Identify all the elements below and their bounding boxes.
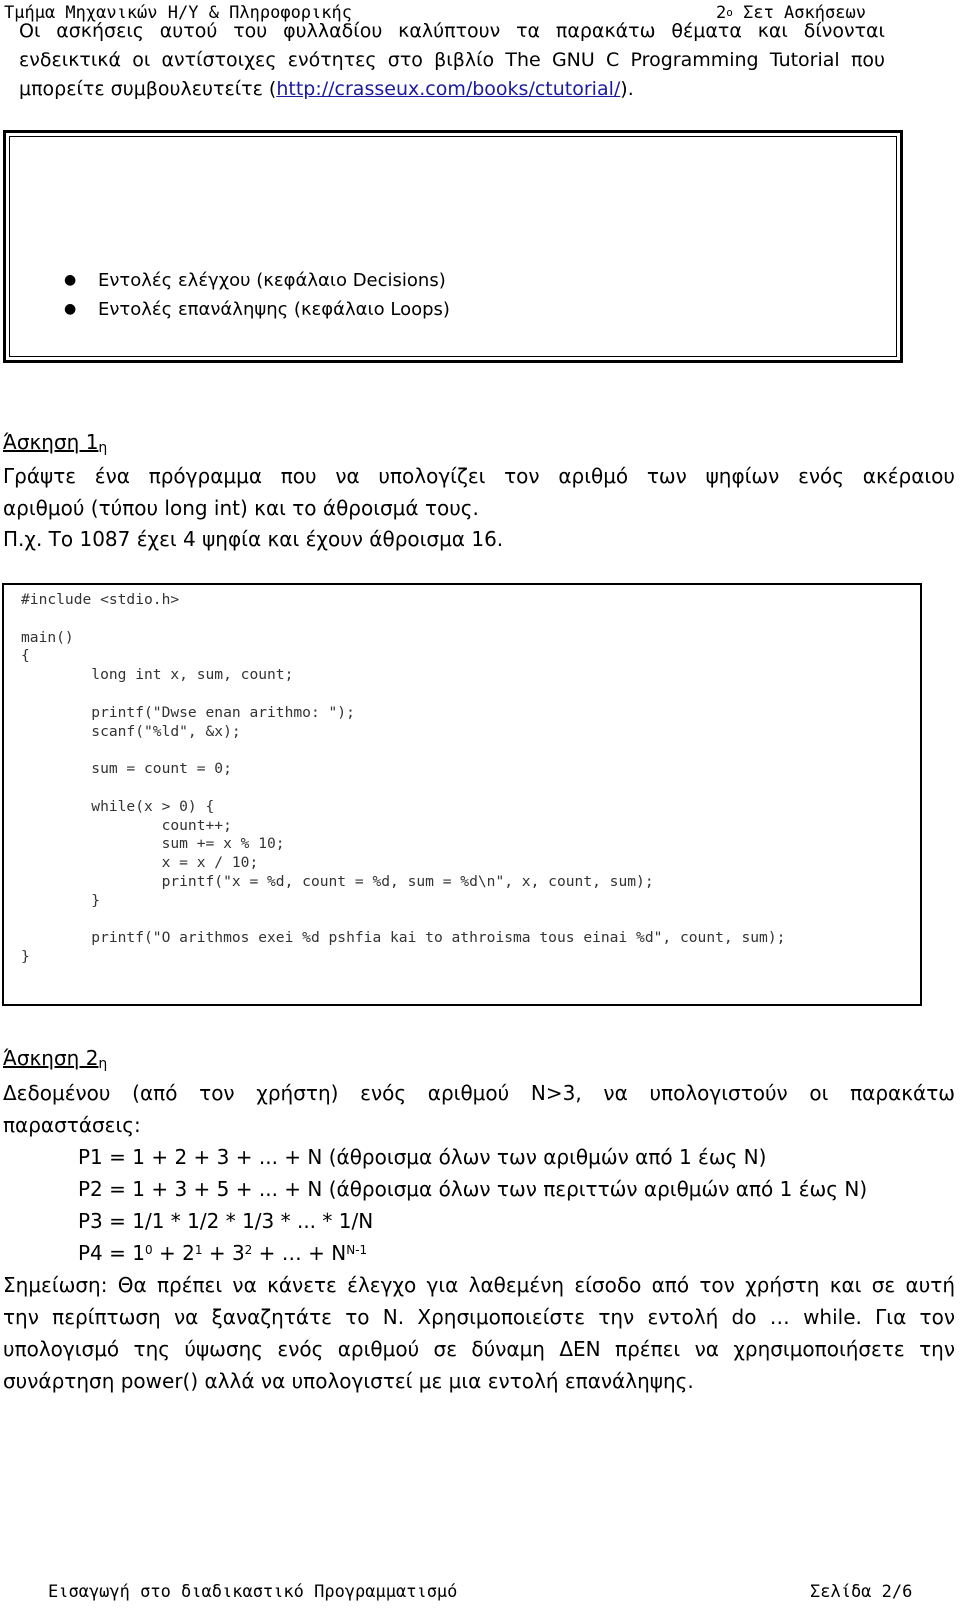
p4-exp-d: N-1	[346, 1243, 368, 1257]
intro-line-2: ενδεικτικά οι αντίστοιχες ενότητες στο βιβλίο The GNU C Programming Tutorial που	[19, 49, 885, 71]
intro-line-1: Οι ασκήσεις αυτού του φυλλαδίου καλύπτουν τα παρακάτω θέματα και δίνονται	[19, 20, 885, 42]
bullet-icon: ●	[64, 272, 77, 288]
p4-term-c: + 3	[202, 1241, 245, 1265]
intro-line-3-suffix: ).	[620, 78, 634, 100]
exercise-2-intro-line-2: παραστάσεις:	[3, 1113, 141, 1137]
formula-p3: P3 = 1/1 * 1/2 * 1/3 * ... * 1/N	[78, 1209, 374, 1233]
exercise-1-title-text: Άσκηση 1	[3, 430, 99, 454]
exercise-2-title-sub: η	[98, 1056, 108, 1072]
exercise-1-line-2: αριθμού (τύπου long int) και το άθροισμά τους.	[3, 496, 479, 520]
code-listing: #include <stdio.h> main() { long int x, sum, count; printf("Dwse enan arithmo: "); scanf("%ld", &x); sum = count = 0; while(x > 0) { count++; sum += x % 10; x = x / 10; printf("x = %d, count = %d, sum = %d\n", x, count, sum); } printf("O arithmos exei %d pshfia kai to athroisma tous einai %d", count, sum); }	[21, 591, 786, 966]
intro-paragraph	[19, 17, 885, 104]
p4-term-d: + … + N	[252, 1241, 347, 1265]
note-line-4: συνάρτηση power() αλλά να υπολογιστεί με μια εντολή επανάληψης.	[3, 1369, 694, 1393]
header-department: Τμήμα Μηχανικών Η/Υ & Πληροφορικής	[4, 3, 352, 23]
intro-box	[3, 130, 903, 363]
exercise-2-title-text: Άσκηση 2	[3, 1046, 99, 1070]
p4-term-a: P4 = 1	[78, 1241, 145, 1265]
exercise-1-example: Π.χ. Το 1087 έχει 4 ψηφία και έχουν άθροισμα 16.	[3, 527, 504, 551]
note-line-1: Σημείωση: Θα πρέπει να κάνετε έλεγχο για λαθεμένη είσοδο από τον χρήστη και σε αυτή	[3, 1273, 955, 1297]
p4-exp-b: 1	[194, 1243, 203, 1257]
exercise-1-line-1: Γράψτε ένα πρόγραμμα που να υπολογίζει τον αριθμό των ψηφίων ενός ακέραιου	[3, 464, 955, 488]
topics-list	[64, 266, 450, 324]
formula-p2: P2 = 1 + 3 + 5 + ... + N (άθροισμα όλων των περιττών αριθμών από 1 έως N)	[78, 1177, 868, 1201]
topic-item	[64, 295, 450, 324]
footer-course-title: Εισαγωγή στο διαδικαστικό Προγραμματισμό	[48, 1582, 458, 1602]
exercise-1-title	[3, 430, 107, 454]
intro-line-3-prefix: μπορείτε συμβουλευτείτε (	[19, 78, 277, 100]
exercise-2-intro-line-1: Δεδομένου (από τον χρήστη) ενός αριθμού N>3, να υπολογιστούν οι παρακάτω	[3, 1081, 955, 1105]
exercise-2-title	[3, 1046, 107, 1070]
exercise-1-title-sub: η	[98, 440, 108, 456]
footer-page-number: Σελίδα 2/6	[810, 1582, 913, 1602]
bullet-icon: ●	[64, 301, 77, 317]
p4-exp-c: 2	[244, 1243, 253, 1257]
code-listing-box	[2, 583, 922, 1006]
topic-item	[64, 266, 450, 295]
formula-p1: P1 = 1 + 2 + 3 + ... + N (άθροισμα όλων των αριθμών από 1 έως N)	[78, 1145, 767, 1169]
set-label: Σετ Ασκήσεων	[732, 3, 866, 23]
intro-line-3	[19, 75, 885, 104]
topic-label: Εντολές ελέγχου (κεφάλαιο Decisions)	[98, 270, 446, 291]
topic-label: Εντολές επανάληψης (κεφάλαιο Loops)	[98, 299, 450, 320]
p4-term-b: + 2	[152, 1241, 195, 1265]
set-number-superscript: ο	[726, 6, 733, 19]
p4-exp-a: 0	[144, 1243, 153, 1257]
note-line-2: την περίπτωση να ξαναζητάτε το N. Χρησιμοποιείστε την εντολή do … while. Για τον	[3, 1305, 955, 1329]
note-line-3: υπολογισμό της ύψωσης ενός αριθμού σε δύναμη ΔΕΝ πρέπει να χρησιμοποιήσετε την	[3, 1337, 955, 1361]
set-number: 2	[716, 3, 727, 23]
formula-p4	[78, 1237, 367, 1272]
tutorial-link[interactable]: http://crasseux.com/books/ctutorial/	[276, 78, 621, 100]
